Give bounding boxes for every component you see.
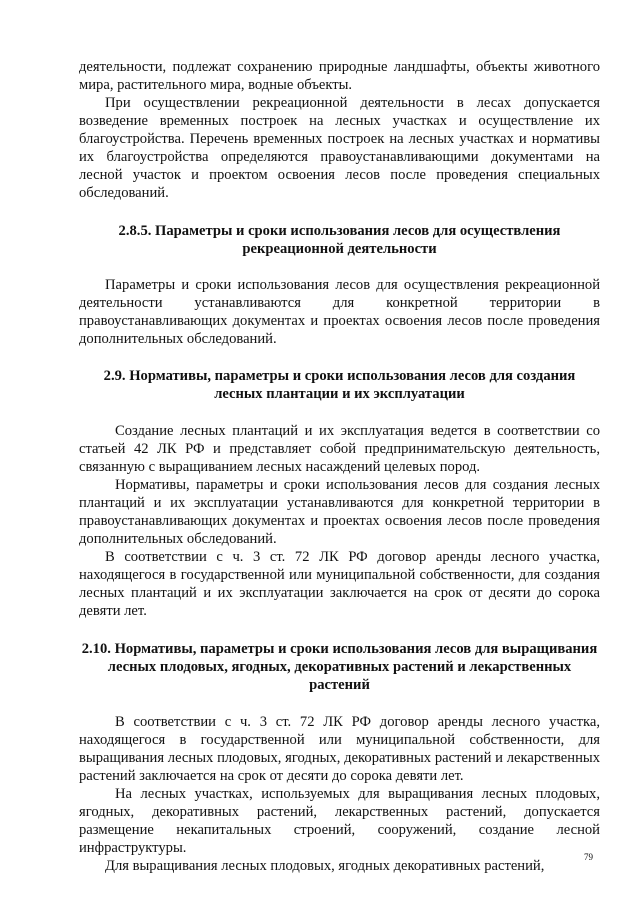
paragraph: При осуществлении рекреационной деятельности в лесах допускается возведение временных построек на лесных участках и осуществление их благоустройства. Перечень временных построек на лесных участках и нормативы их благоустройства определяются правоустанавливающими документами на лесной участок и проектом освоения лесов после проведения специальных обследований. [79, 95, 600, 201]
paragraph: Для выращивания лесных плодовых, ягодных декоративных растений, [105, 858, 545, 874]
paragraph: В соответствии с ч. 3 ст. 72 ЛК РФ договор аренды лесного участка, находящегося в государственной или муниципальной собственности, для выращивания лесных плодовых, ягодных, декоративных растений и лекарственных растений заключается на срок от десяти до сорока девяти лет. [79, 714, 600, 784]
section-heading: 2.10. Нормативы, параметры и сроки использования лесов для выращивания лесных плодовых, ягодных, декоративных растений и лекарственных растений [81, 641, 598, 693]
page-number: 79 [584, 852, 593, 862]
paragraph: Нормативы, параметры и сроки использования лесов для создания лесных плантаций и их эксплуатации устанавливаются для конкретной территории в правоустанавливающих документах и проектах освоения лесов после проведения дополнительных обследований. [79, 477, 600, 547]
page-content [79, 58, 600, 875]
section-heading: 2.8.5. Параметры и сроки использования лесов для осуществления рекреационной деятельности [118, 223, 561, 257]
paragraph: На лесных участках, используемых для выращивания лесных плодовых, ягодных, декоративных растений, лекарственных растений, допускается размещение некапитальных строений, сооружений, создание лесной инфраструктуры. [79, 786, 600, 856]
paragraph: Создание лесных плантаций и их эксплуатация ведется в соответствии со статьей 42 ЛК РФ и представляет собой предпринимательскую деятельность, связанную с выращиванием лесных насаждений целевых пород. [79, 423, 600, 475]
section-heading: 2.9. Нормативы, параметры и сроки использования лесов для создания лесных плантации и их эксплуатации [103, 368, 576, 402]
paragraph: деятельности, подлежат сохранению природные ландшафты, объекты животного мира, растительного мира, водные объекты. [79, 59, 600, 93]
paragraph: Параметры и сроки использования лесов для осуществления рекреационной деятельности устанавливаются для конкретной территории в правоустанавливающих документах и проектах освоения лесов после проведения дополнительных обследований. [79, 277, 600, 347]
paragraph: В соответствии с ч. 3 ст. 72 ЛК РФ договор аренды лесного участка, находящегося в государственной или муниципальной собственности, для создания лесных плантаций и их эксплуатации заключается на срок от десяти до сорока девяти лет. [79, 549, 600, 619]
